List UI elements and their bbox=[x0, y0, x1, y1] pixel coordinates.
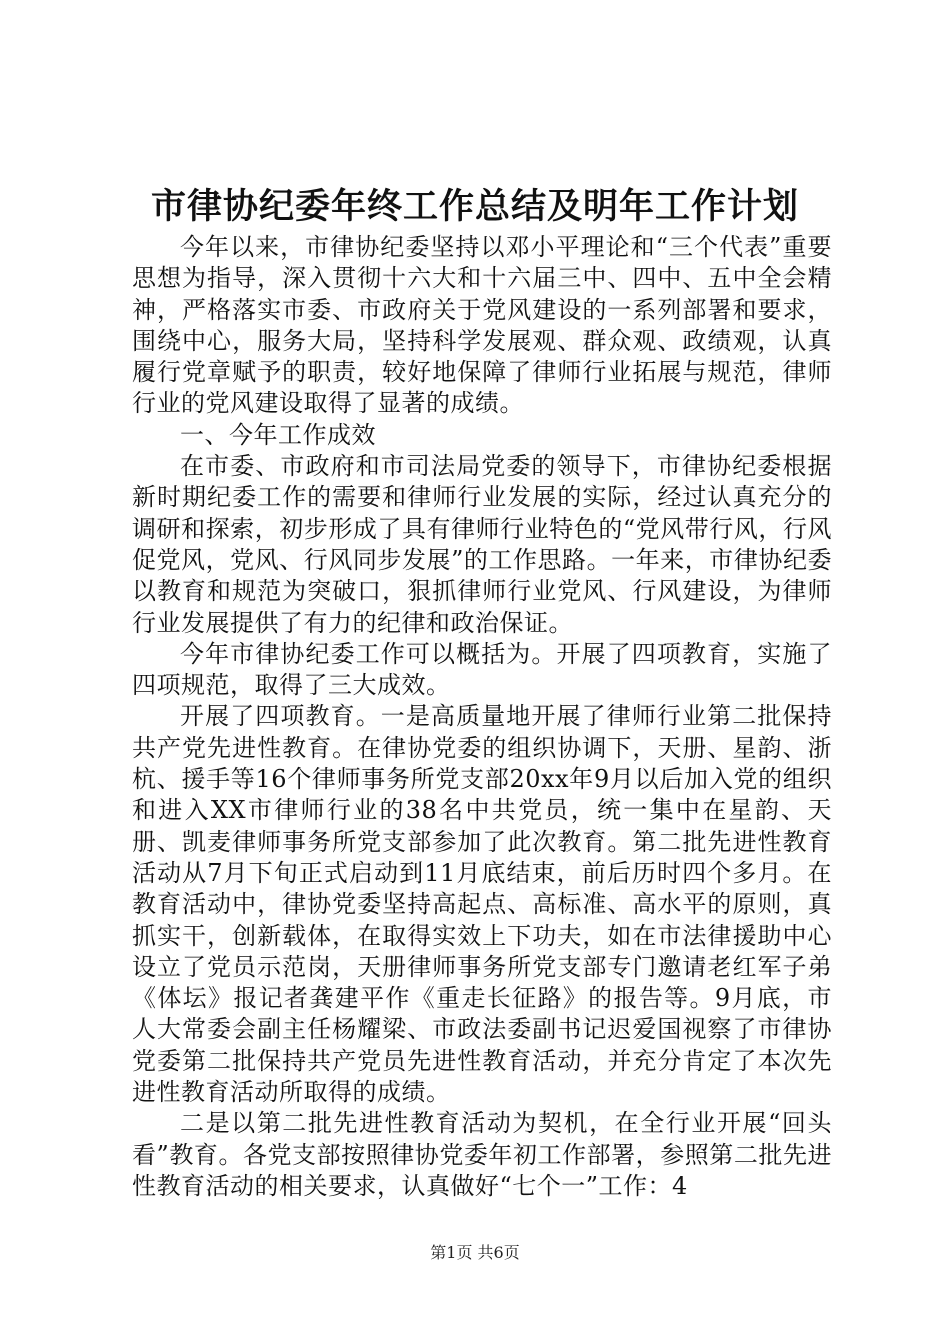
document-body bbox=[132, 232, 832, 1202]
paragraph-look-back-education: 二是以第二批先进性教育活动为契机，在全行业开展“回头看”教育。各党支部按照律协党委年初工作部署，参照第二批先进性教育活动的相关要求，认真做好“七个一”工作：4 bbox=[132, 1109, 832, 1200]
paragraph-four-educations: 开展了四项教育。一是高质量地开展了律师行业第二批保持共产党先进性教育。在律协党委的组织协调下，天册、星韵、浙杭、援手等16个律师事务所党支部20xx年9月以后加入党的组织和进入XX市律师行业的38名中共党员，统一集中在星韵、天册、凯麦律师事务所党支部参加了此次教育。第二批先进性教育活动从7月下旬正式启动到11月底结束，前后历时四个多月。在教育活动中，律协党委坚持高起点、高标准、高水平的原则，真抓实干，创新载体，在取得实效上下功夫，如在市法律援助中心设立了党员示范岗，天册律师事务所党支部专门邀请老红军子弟《体坛》报记者龚建平作《重走长征路》的报告等。9月底，市人大常委会副主任杨耀梁、市政法委副书记迟爱国视察了市律协党委第二批保持共产党员先进性教育活动，并充分肯定了本次先进性教育活动所取得的成绩。 bbox=[132, 702, 832, 1107]
section-heading-achievements: 一、今年工作成效 bbox=[180, 420, 376, 449]
paragraph-work-approach: 在市委、市政府和市司法局党委的领导下，市律协纪委根据新时期纪委工作的需要和律师行业发展的实际，经过认真充分的调研和探索，初步形成了具有律师行业特色的“党风带行风，行风促党风，党风、行风同步发展”的工作思路。一年来，市律协纪委以教育和规范为突破口，狠抓律师行业党风、行风建设，为律师行业发展提供了有力的纪律和政治保证。 bbox=[132, 452, 832, 637]
page-number-footer: 第1页 共6页 bbox=[430, 1243, 520, 1262]
paragraph-intro: 今年以来，市律协纪委坚持以邓小平理论和“三个代表”重要思想为指导，深入贯彻十六大和十六届三中、四中、五中全会精神，严格落实市委、市政府关于党风建设的一系列部署和要求，围绕中心，服务大局，坚持科学发展观、群众观、政绩观，认真履行党章赋予的职责，较好地保障了律师行业拓展与规范，律师行业的党风建设取得了显著的成绩。 bbox=[132, 233, 832, 418]
paragraph-summary: 今年市律协纪委工作可以概括为。开展了四项教育，实施了四项规范，取得了三大成效。 bbox=[132, 639, 832, 700]
document-title: 市律协纪委年终工作总结及明年工作计划 bbox=[150, 186, 799, 227]
